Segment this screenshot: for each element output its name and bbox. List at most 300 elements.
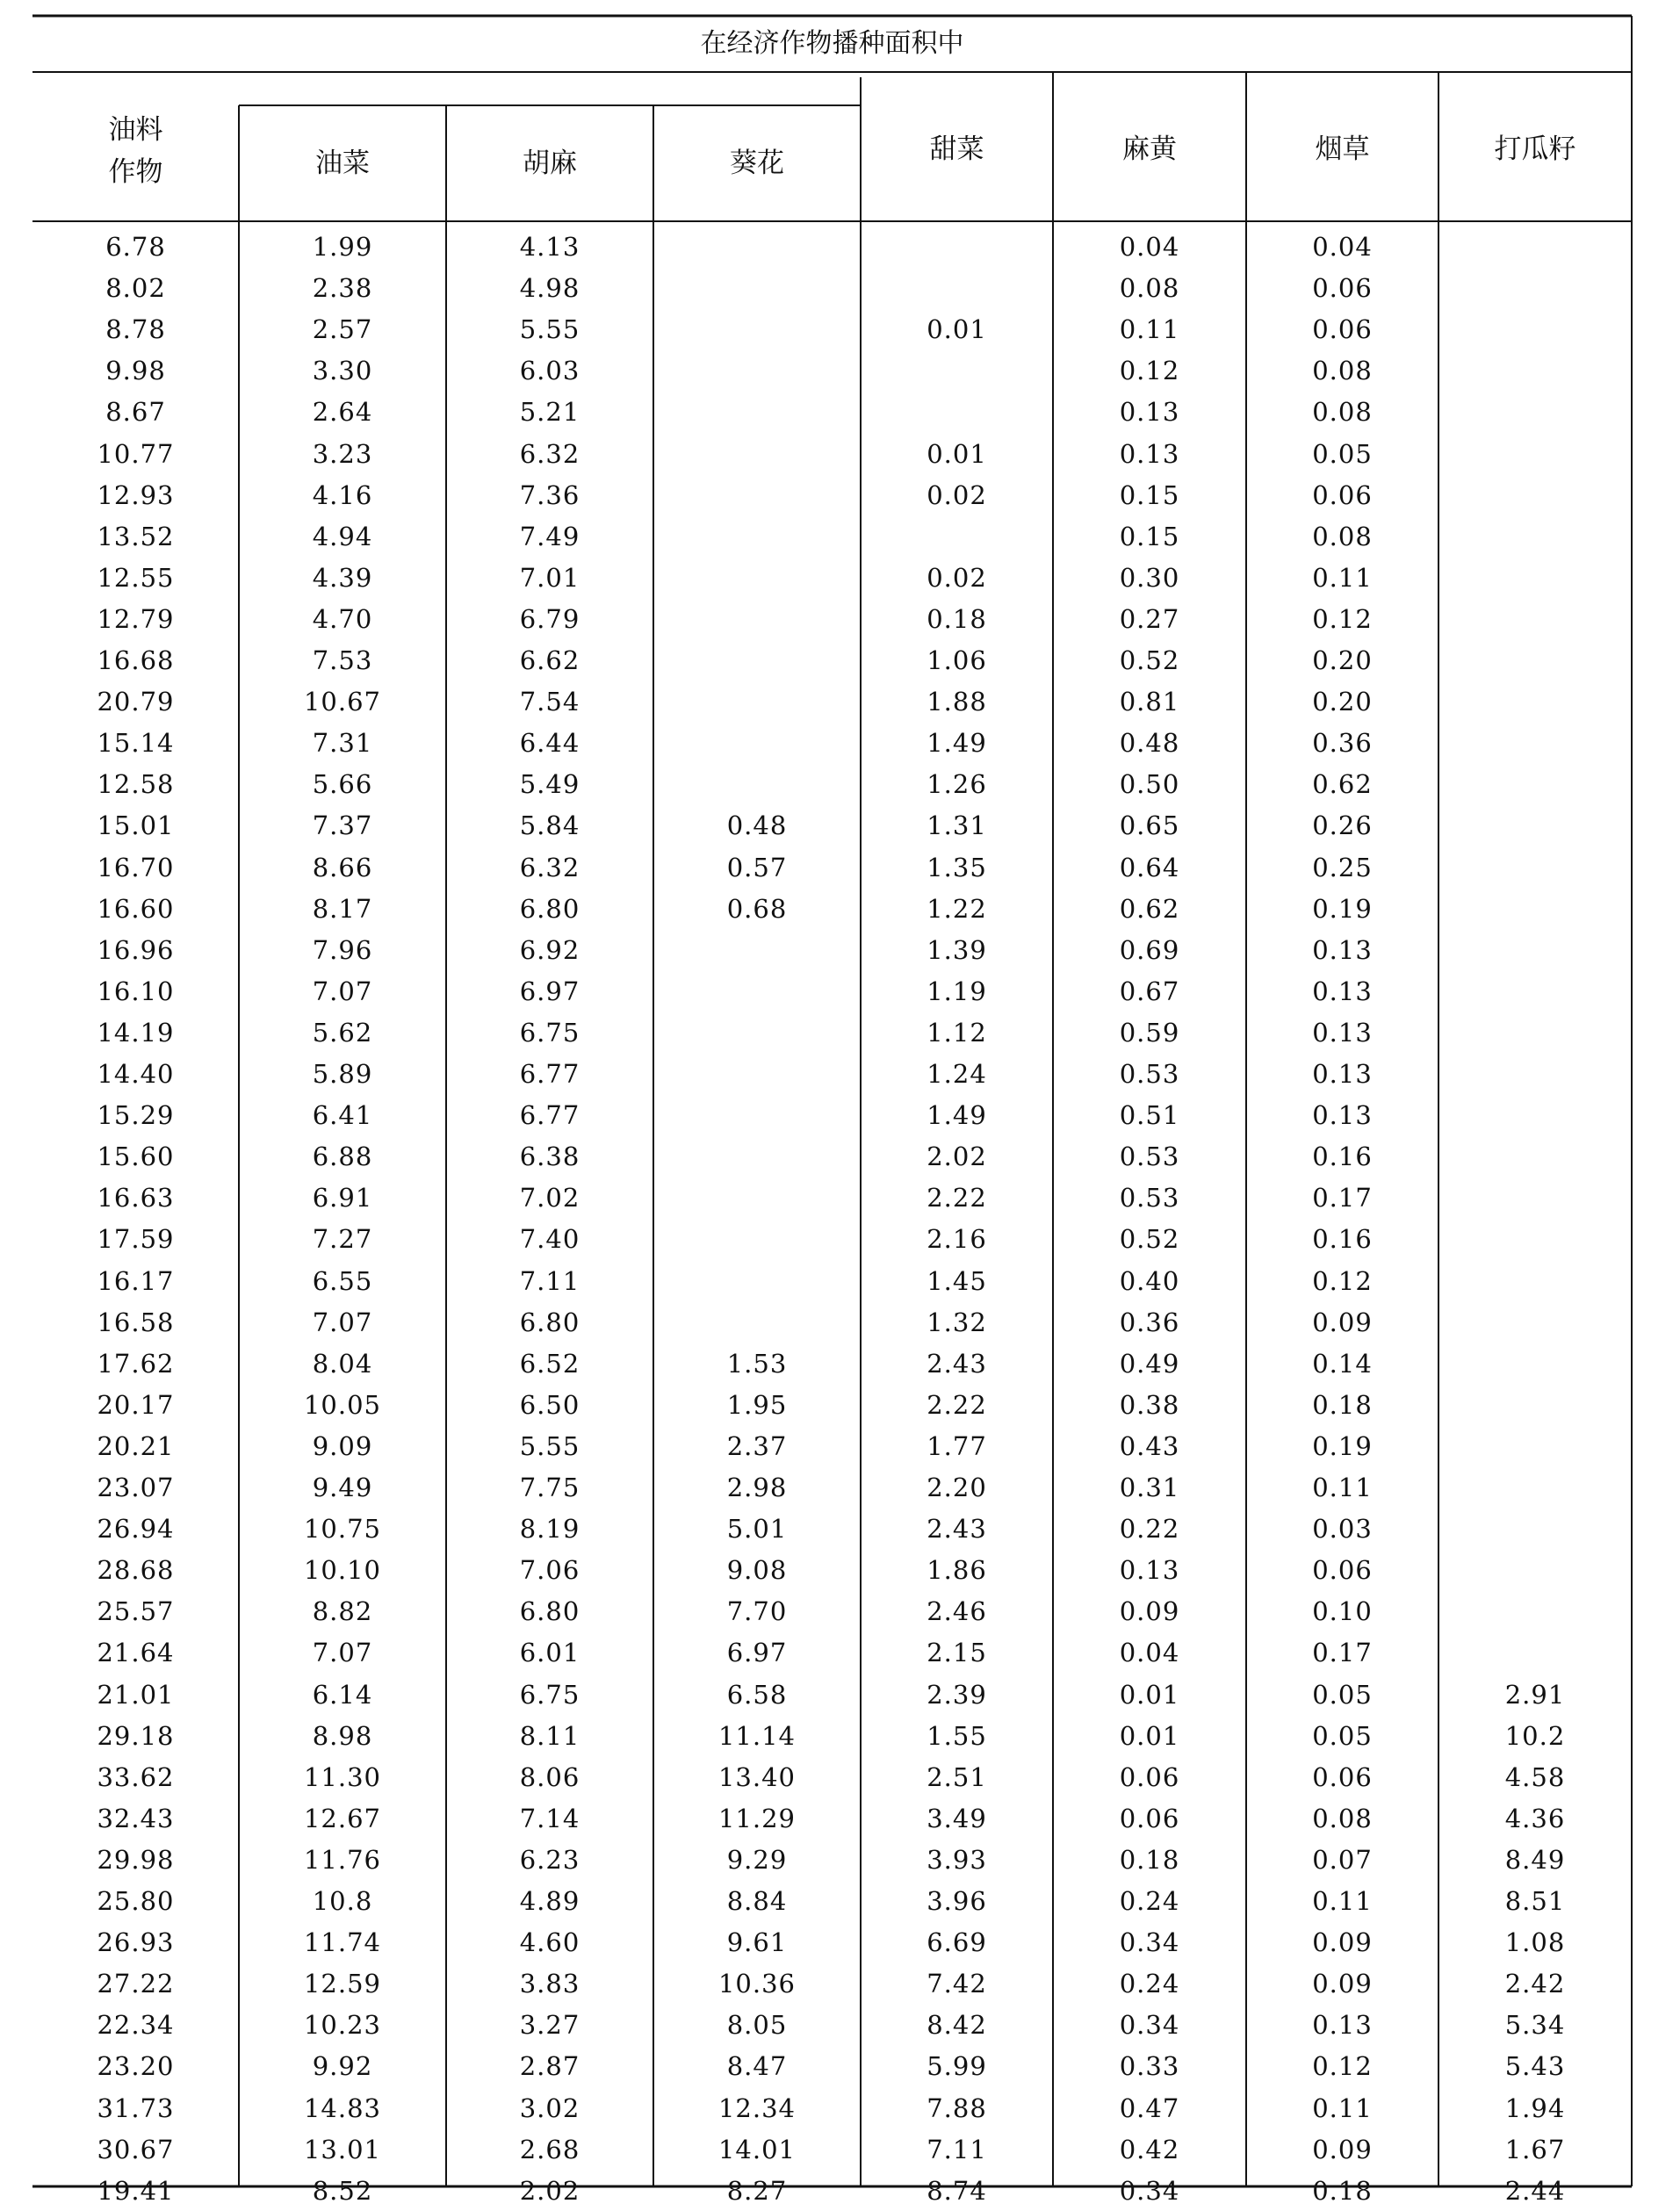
table-cell: 0.34: [1119, 1927, 1180, 1958]
table-cell: 0.17: [1312, 1638, 1373, 1668]
table-cell: 0.06: [1312, 314, 1373, 345]
table-cell: 0.13: [1119, 1555, 1180, 1586]
column-header: 烟草: [1315, 133, 1370, 165]
table-cell: 7.70: [726, 1596, 788, 1627]
table-cell: 8.52: [312, 2175, 373, 2206]
table-cell: 0.16: [1312, 1142, 1373, 1172]
table-cell: 1.19: [927, 976, 987, 1006]
table-cell: 12.59: [303, 1969, 382, 1999]
table-cell: 8.06: [519, 1761, 580, 1792]
table-cell: 0.53: [1119, 1059, 1180, 1089]
table-cell: 0.01: [1119, 1679, 1180, 1710]
table-cell: 1.53: [726, 1348, 788, 1379]
table-cell: 6.69: [927, 1927, 987, 1958]
table-cell: 5.01: [726, 1514, 788, 1545]
table-cell: 2.16: [927, 1224, 987, 1255]
table-cell: 6.44: [519, 728, 580, 759]
table-cell: 4.39: [312, 562, 373, 593]
table-cell: 0.65: [1119, 810, 1180, 841]
table-cell: 10.77: [97, 438, 175, 469]
table-cell: 1.86: [927, 1555, 987, 1586]
table-cell: 0.12: [1119, 356, 1180, 386]
table-cell: 0.18: [1312, 2175, 1373, 2206]
table-cell: 12.34: [717, 2092, 797, 2123]
table-cell: 0.11: [1312, 562, 1373, 593]
table-cell: 1.08: [1504, 1927, 1566, 1958]
table-cell: 0.12: [1312, 1265, 1373, 1296]
table-cell: 9.61: [726, 1927, 788, 1958]
table-cell: 1.24: [927, 1059, 987, 1089]
table-cell: 4.98: [519, 273, 580, 304]
table-cell: 0.34: [1119, 2010, 1180, 2041]
table-cell: 7.01: [519, 562, 580, 593]
table-cell: 0.06: [1312, 1555, 1373, 1586]
table-cell: 0.04: [1119, 232, 1180, 262]
table-cell: 6.32: [519, 852, 580, 882]
table-cell: 2.51: [927, 1761, 987, 1792]
table-cell: 5.43: [1504, 2051, 1566, 2082]
table-cell: 0.07: [1312, 1844, 1373, 1875]
table-cell: 0.62: [1119, 893, 1180, 924]
table-cell: 12.67: [303, 1803, 382, 1833]
column-header: 打瓜籽: [1494, 133, 1576, 165]
column-header: 甜菜: [929, 133, 984, 165]
table-cell: 6.38: [519, 1142, 580, 1172]
table-cell: 0.25: [1312, 852, 1373, 882]
table-cell: 0.09: [1312, 1927, 1373, 1958]
table-cell: 2.46: [927, 1596, 987, 1627]
table-cell: 17.59: [97, 1224, 175, 1255]
table-cell: 7.96: [312, 934, 373, 965]
table-cell: 0.48: [1119, 728, 1180, 759]
table-cell: 1.39: [927, 934, 987, 965]
table-cell: 1.94: [1504, 2092, 1566, 2123]
table-cell: 2.20: [927, 1473, 987, 1502]
table-cell: 2.22: [927, 1183, 987, 1214]
table-cell: 7.54: [519, 687, 580, 717]
table-cell: 0.17: [1312, 1183, 1373, 1214]
table-cell: 6.80: [519, 1307, 580, 1337]
table-cell: 0.02: [927, 562, 987, 593]
table-cell: 0.15: [1119, 521, 1180, 551]
table-cell: 1.32: [927, 1307, 987, 1337]
table-cell: 7.14: [519, 1803, 580, 1833]
table-cell: 6.77: [519, 1059, 580, 1089]
table-cell: 27.22: [97, 1969, 175, 1999]
table-cell: 7.88: [927, 2092, 987, 2123]
table-cell: 0.11: [1312, 2092, 1373, 2123]
table-cell: 0.13: [1312, 1100, 1373, 1131]
table-cell: 2.22: [927, 1389, 987, 1420]
table-cell: 0.09: [1119, 1596, 1180, 1627]
table-cell: 32.43: [97, 1803, 175, 1833]
table-cell: 0.26: [1312, 810, 1373, 841]
table-cell: 0.59: [1119, 1017, 1180, 1048]
table-cell: 0.47: [1119, 2092, 1180, 2123]
table-cell: 0.15: [1119, 479, 1180, 510]
table-cell: 0.03: [1312, 1514, 1373, 1545]
table-cell: 2.02: [519, 2175, 580, 2206]
column-header: 麻黄: [1122, 133, 1177, 165]
table-cell: 16.58: [97, 1307, 175, 1337]
table-cell: 8.82: [312, 1596, 373, 1627]
table-cell: 8.84: [726, 1886, 788, 1916]
table-cell: 7.07: [312, 976, 373, 1006]
table-cell: 8.74: [927, 2175, 987, 2206]
table-cell: 17.62: [97, 1348, 175, 1379]
table-cell: 0.01: [1119, 1720, 1180, 1751]
table-cell: 8.42: [927, 2010, 987, 2041]
table-cell: 0.11: [1312, 1886, 1373, 1916]
table-cell: 16.70: [97, 852, 175, 882]
table-cell: 3.96: [927, 1886, 987, 1916]
table-cell: 5.34: [1504, 2010, 1566, 2041]
table-cell: 0.05: [1312, 438, 1373, 469]
table-banner-title: 在经济作物播种面积中: [700, 28, 964, 59]
table-cell: 6.75: [519, 1679, 580, 1710]
table-cell: 0.09: [1312, 2134, 1373, 2164]
table-cell: 22.34: [97, 2010, 175, 2041]
table-cell: 0.30: [1119, 562, 1180, 593]
table-cell: 8.67: [105, 397, 166, 428]
table-cell: 0.05: [1312, 1720, 1373, 1751]
table-cell: 8.27: [726, 2175, 788, 2206]
table-cell: 0.09: [1312, 1307, 1373, 1337]
table-cell: 0.08: [1312, 356, 1373, 386]
table-cell: 5.66: [312, 769, 373, 800]
table-cell: 1.26: [927, 769, 987, 800]
table-cell: 12.79: [97, 603, 175, 634]
table-cell: 1.22: [927, 893, 987, 924]
table-cell: 2.87: [519, 2051, 580, 2082]
table-cell: 6.80: [519, 1596, 580, 1627]
table-cell: 1.35: [927, 852, 987, 882]
table-cell: 8.78: [105, 314, 166, 345]
table-cell: 10.10: [303, 1555, 382, 1586]
table-cell: 0.04: [1119, 1638, 1180, 1668]
table-cell: 10.23: [303, 2010, 382, 2041]
table-cell: 14.19: [97, 1017, 175, 1048]
table-cell: 14.83: [303, 2092, 382, 2123]
table-cell: 7.37: [312, 810, 373, 841]
table-cell: 1.12: [927, 1017, 987, 1048]
table-cell: 0.16: [1312, 1224, 1373, 1255]
table-cell: 0.05: [1312, 1679, 1373, 1710]
table-cell: 0.06: [1312, 479, 1373, 510]
table-cell: 13.52: [97, 521, 175, 551]
table-cell: 16.68: [97, 645, 175, 675]
table-cell: 2.42: [1504, 1969, 1566, 1999]
table-cell: 5.99: [927, 2051, 987, 2082]
table-cell: 10.2: [1504, 1720, 1566, 1751]
table-cell: 6.80: [519, 893, 580, 924]
table-cell: 0.18: [1119, 1844, 1180, 1875]
table-cell: 10.67: [303, 687, 382, 717]
table-cell: 7.75: [519, 1473, 580, 1502]
table-cell: 9.08: [726, 1555, 788, 1586]
table-cell: 1.49: [927, 728, 987, 759]
table-cell: 7.02: [519, 1183, 580, 1214]
table-cell: 7.42: [927, 1969, 987, 1999]
table-cell: 0.01: [927, 314, 987, 345]
table-cell: 8.11: [519, 1720, 580, 1751]
table-cell: 2.43: [927, 1348, 987, 1379]
table-cell: 0.02: [927, 479, 987, 510]
table-cell: 11.14: [717, 1720, 797, 1751]
table-cell: 4.70: [312, 603, 373, 634]
table-cell: 0.42: [1119, 2134, 1180, 2164]
table-cell: 3.83: [519, 1969, 580, 1999]
table-cell: 12.55: [97, 562, 175, 593]
table-cell: 33.62: [97, 1761, 175, 1792]
table-cell: 0.57: [726, 852, 788, 882]
table-cell: 14.40: [97, 1059, 175, 1089]
column-header: 葵花: [730, 148, 784, 179]
table-cell: 11.30: [303, 1761, 382, 1792]
table-cell: 23.07: [97, 1473, 175, 1502]
table-cell: 6.92: [519, 934, 580, 965]
table-cell: 0.13: [1312, 1059, 1373, 1089]
table-cell: 0.08: [1312, 1803, 1373, 1833]
table-cell: 1.45: [927, 1265, 987, 1296]
table-cell: 0.49: [1119, 1348, 1180, 1379]
table-cell: 4.16: [312, 479, 373, 510]
table-cell: 5.49: [519, 769, 580, 800]
table-cell: 6.97: [726, 1638, 788, 1668]
table-cell: 8.47: [726, 2051, 788, 2082]
table-cell: 0.10: [1312, 1596, 1373, 1627]
table-cell: 2.98: [726, 1473, 788, 1502]
table-cell: 0.06: [1119, 1761, 1180, 1792]
table-cell: 8.04: [312, 1348, 373, 1379]
table-cell: 12.93: [97, 479, 175, 510]
table-cell: 0.13: [1119, 397, 1180, 428]
table-cell: 4.94: [312, 521, 373, 551]
table-cell: 28.68: [97, 1555, 175, 1586]
table-cell: 6.88: [312, 1142, 373, 1172]
table-cell: 9.98: [105, 356, 166, 386]
table-cell: 0.38: [1119, 1389, 1180, 1420]
table-cell: 10.8: [312, 1886, 373, 1916]
table-cell: 7.06: [519, 1555, 580, 1586]
table-cell: 15.01: [97, 810, 175, 841]
table-cell: 0.27: [1119, 603, 1180, 634]
table-cell: 13.40: [717, 1761, 797, 1792]
table-cell: 0.51: [1119, 1100, 1180, 1131]
table-cell: 1.55: [927, 1720, 987, 1751]
table-cell: 2.38: [312, 273, 373, 304]
table-cell: 0.68: [726, 893, 788, 924]
table-cell: 10.36: [717, 1969, 797, 1999]
table-cell: 0.18: [927, 603, 987, 634]
column-header: 油料 作物: [108, 114, 163, 188]
table-cell: 16.17: [97, 1265, 175, 1296]
table-cell: 1.31: [927, 810, 987, 841]
table-cell: 3.49: [927, 1803, 987, 1833]
table-cell: 0.20: [1312, 687, 1373, 717]
table-cell: 0.12: [1312, 2051, 1373, 2082]
table-cell: 2.57: [312, 314, 373, 345]
table-cell: 1.99: [312, 232, 373, 262]
table-cell: 0.19: [1312, 1430, 1373, 1461]
table-cell: 0.13: [1312, 976, 1373, 1006]
table-cell: 0.62: [1312, 769, 1373, 800]
table-cell: 16.10: [97, 976, 175, 1006]
table-cell: 0.01: [927, 438, 987, 469]
table-cell: 6.03: [519, 356, 580, 386]
table-cell: 3.27: [519, 2010, 580, 2041]
table-cell: 0.22: [1119, 1514, 1180, 1545]
table-cell: 25.57: [97, 1596, 175, 1627]
table-cell: 9.29: [726, 1844, 788, 1875]
table-cell: 4.60: [519, 1927, 580, 1958]
table-cell: 16.60: [97, 893, 175, 924]
table-cell: 6.14: [312, 1679, 373, 1710]
table-cell: 8.98: [312, 1720, 373, 1751]
table-cell: 5.84: [519, 810, 580, 841]
table-cell: 15.29: [97, 1100, 175, 1131]
table-cell: 1.06: [927, 645, 987, 675]
table-cell: 0.18: [1312, 1389, 1373, 1420]
table-cell: 13.01: [303, 2134, 382, 2164]
table-cell: 6.79: [519, 603, 580, 634]
table-cell: 3.23: [312, 438, 373, 469]
table-cell: 26.94: [97, 1514, 175, 1545]
table-cell: 0.31: [1119, 1473, 1180, 1502]
table-cell: 0.06: [1312, 1761, 1373, 1792]
table-cell: 0.81: [1119, 687, 1180, 717]
table-cell: 6.91: [312, 1183, 373, 1214]
table-cell: 20.17: [97, 1389, 175, 1420]
table-cell: 11.74: [303, 1927, 382, 1958]
table-cell: 9.09: [312, 1430, 373, 1461]
table-cell: 19.41: [97, 2175, 175, 2206]
table-cell: 0.04: [1312, 232, 1373, 262]
table-cell: 0.19: [1312, 893, 1373, 924]
table-cell: 0.52: [1119, 1224, 1180, 1255]
table-cell: 4.13: [519, 232, 580, 262]
table-cell: 6.50: [519, 1389, 580, 1420]
table-cell: 15.14: [97, 728, 175, 759]
table-cell: 1.95: [726, 1389, 788, 1420]
table-cell: 7.49: [519, 521, 580, 551]
table-cell: 0.13: [1312, 934, 1373, 965]
table-cell: 16.63: [97, 1183, 175, 1214]
table-cell: 0.33: [1119, 2051, 1180, 2082]
table-cell: 29.98: [97, 1844, 175, 1875]
table-cell: 8.49: [1504, 1844, 1566, 1875]
table-cell: 0.06: [1119, 1803, 1180, 1833]
table-cell: 0.11: [1312, 1473, 1373, 1502]
table-cell: 2.44: [1504, 2175, 1566, 2206]
table-cell: 10.05: [303, 1389, 382, 1420]
table-cell: 11.29: [717, 1803, 797, 1833]
table-cell: 2.37: [726, 1430, 788, 1461]
table-cell: 0.08: [1119, 273, 1180, 304]
table-cell: 7.07: [312, 1638, 373, 1668]
table-cell: 6.41: [312, 1100, 373, 1131]
table-cell: 23.20: [97, 2051, 175, 2082]
table-cell: 6.52: [519, 1348, 580, 1379]
table-cell: 14.01: [717, 2134, 797, 2164]
table-cell: 7.11: [927, 2134, 987, 2164]
table-cell: 1.77: [927, 1430, 987, 1461]
table-cell: 1.67: [1504, 2134, 1566, 2164]
table-cell: 7.36: [519, 479, 580, 510]
table-cell: 7.31: [312, 728, 373, 759]
table-cell: 2.43: [927, 1514, 987, 1545]
table-cell: 6.58: [726, 1679, 788, 1710]
table-cell: 0.06: [1312, 273, 1373, 304]
table-cell: 0.50: [1119, 769, 1180, 800]
table-cell: 20.21: [97, 1430, 175, 1461]
table-cell: 6.01: [519, 1638, 580, 1668]
table-cell: 10.75: [303, 1514, 382, 1545]
column-header: 油菜: [315, 148, 370, 179]
table-cell: 0.24: [1119, 1969, 1180, 1999]
table-cell: 7.11: [519, 1265, 580, 1296]
table-cell: 3.93: [927, 1844, 987, 1875]
table-cell: 25.80: [97, 1886, 175, 1916]
table-cell: 0.11: [1119, 314, 1180, 345]
table-cell: 9.49: [312, 1473, 373, 1502]
table-cell: 6.32: [519, 438, 580, 469]
table-cell: 1.49: [927, 1100, 987, 1131]
table-cell: 2.15: [927, 1638, 987, 1668]
table-cell: 2.91: [1504, 1679, 1566, 1710]
table-cell: 6.55: [312, 1265, 373, 1296]
table-cell: 0.53: [1119, 1142, 1180, 1172]
table-cell: 15.60: [97, 1142, 175, 1172]
table-cell: 0.12: [1312, 603, 1373, 634]
table-cell: 7.27: [312, 1224, 373, 1255]
table-cell: 12.58: [97, 769, 175, 800]
table-cell: 8.19: [519, 1514, 580, 1545]
table-cell: 0.53: [1119, 1183, 1180, 1214]
table-cell: 8.51: [1504, 1886, 1566, 1916]
table-cell: 4.89: [519, 1886, 580, 1916]
table-cell: 0.09: [1312, 1969, 1373, 1999]
table-cell: 0.34: [1119, 2175, 1180, 2206]
table-cell: 0.48: [726, 810, 788, 841]
table-cell: 2.39: [927, 1679, 987, 1710]
table-cell: 0.67: [1119, 976, 1180, 1006]
table-cell: 29.18: [97, 1720, 175, 1751]
column-header: 胡麻: [523, 148, 577, 179]
table-cell: 7.53: [312, 645, 373, 675]
table-cell: 5.55: [519, 314, 580, 345]
table-cell: 5.21: [519, 397, 580, 428]
table-cell: 5.89: [312, 1059, 373, 1089]
table-cell: 6.78: [105, 232, 166, 262]
table-cell: 1.88: [927, 687, 987, 717]
table-cell: 31.73: [97, 2092, 175, 2123]
table-cell: 2.68: [519, 2134, 580, 2164]
table-cell: 4.58: [1504, 1761, 1566, 1792]
table-cell: 3.02: [519, 2092, 580, 2123]
table-cell: 4.36: [1504, 1803, 1566, 1833]
table-cell: 0.52: [1119, 645, 1180, 675]
table-cell: 8.05: [726, 2010, 788, 2041]
table-cell: 0.36: [1312, 728, 1373, 759]
table-cell: 0.13: [1312, 2010, 1373, 2041]
table-cell: 0.69: [1119, 934, 1180, 965]
table-cell: 9.92: [312, 2051, 373, 2082]
table-cell: 0.64: [1119, 852, 1180, 882]
table-cell: 26.93: [97, 1927, 175, 1958]
table-cell: 5.62: [312, 1017, 373, 1048]
table-cell: 3.30: [312, 356, 373, 386]
